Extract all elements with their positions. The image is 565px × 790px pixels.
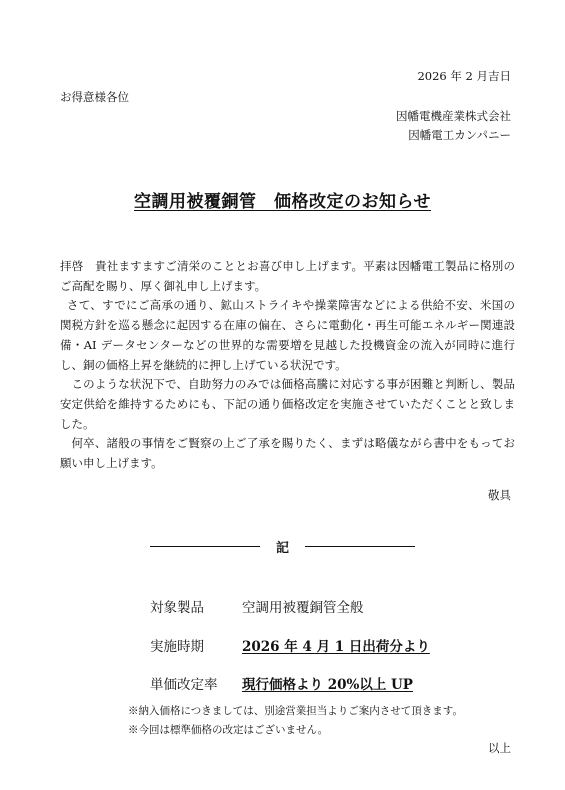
document-title: 空調用被覆銅管 価格改定のお知らせ <box>134 192 431 212</box>
ki-left-rule <box>150 546 260 547</box>
detail-effective-date <box>150 635 430 655</box>
ki-heading <box>0 537 565 556</box>
detail-revision-rate <box>150 673 413 693</box>
revision-rate-value: 現行価格より 20%以上 UP <box>242 677 413 693</box>
closing-keigu: 敬具 <box>488 488 511 502</box>
sender-division: 因幡電工カンパニー <box>408 128 511 142</box>
product-label: 対象製品 <box>150 600 204 616</box>
effective-date-value: 2026 年 4 月 1 日出荷分より <box>242 639 430 655</box>
body-paragraph-situation: さて、すでにご高承の通り、鉱山ストライキや操業障害などによる供給不安、米国の関税方針を巡る懸念に起因する在庫の偏在、さらに電動化・再生可能エネルギー関連設備・AI データセンターなどの世界的な需要増を見越した投機資金の流入が同時に進行し、銅の価格上昇を継続的に押し上げている状況です。 <box>60 298 515 372</box>
body-paragraph-request: 何卒、諸般の事情をご賢察の上ご了承を賜りたく、まずは略儀ながら書中をもってお願い申し上げます。 <box>60 436 515 471</box>
sender-company: 因幡電機産業株式会社 <box>396 109 511 123</box>
issue-date: 2026 年 2 月吉日 <box>417 69 511 83</box>
body-paragraph-greeting: 拝啓 貴社ますますご清栄のこととお喜び申し上げます。平素は因幡電工製品に格別のご高配を賜り、厚く御礼申し上げます。 <box>60 259 515 293</box>
body-paragraph-decision: このような状況下で、自助努力のみでは価格高騰に対応する事が困難と判断し、製品安定供給を維持するためにも、下記の通り価格改定を実施させていただくことと致しました。 <box>60 377 515 431</box>
effective-date-label: 実施時期 <box>150 639 204 655</box>
revision-rate-label: 単価改定率 <box>150 677 218 693</box>
letter-body <box>60 257 515 474</box>
recipient: お得意様各位 <box>60 90 129 104</box>
ki-label: 記 <box>275 541 289 556</box>
product-value: 空調用被覆銅管全般 <box>242 600 364 616</box>
note-pricing: ※納入価格につきましては、別途営業担当よりご案内させて頂きます。 <box>128 705 463 717</box>
ki-right-rule <box>305 546 415 547</box>
end-mark: 以上 <box>488 741 511 755</box>
detail-product <box>150 596 364 616</box>
note-standard-price: ※今回は標準価格の改定はございません。 <box>128 724 329 736</box>
